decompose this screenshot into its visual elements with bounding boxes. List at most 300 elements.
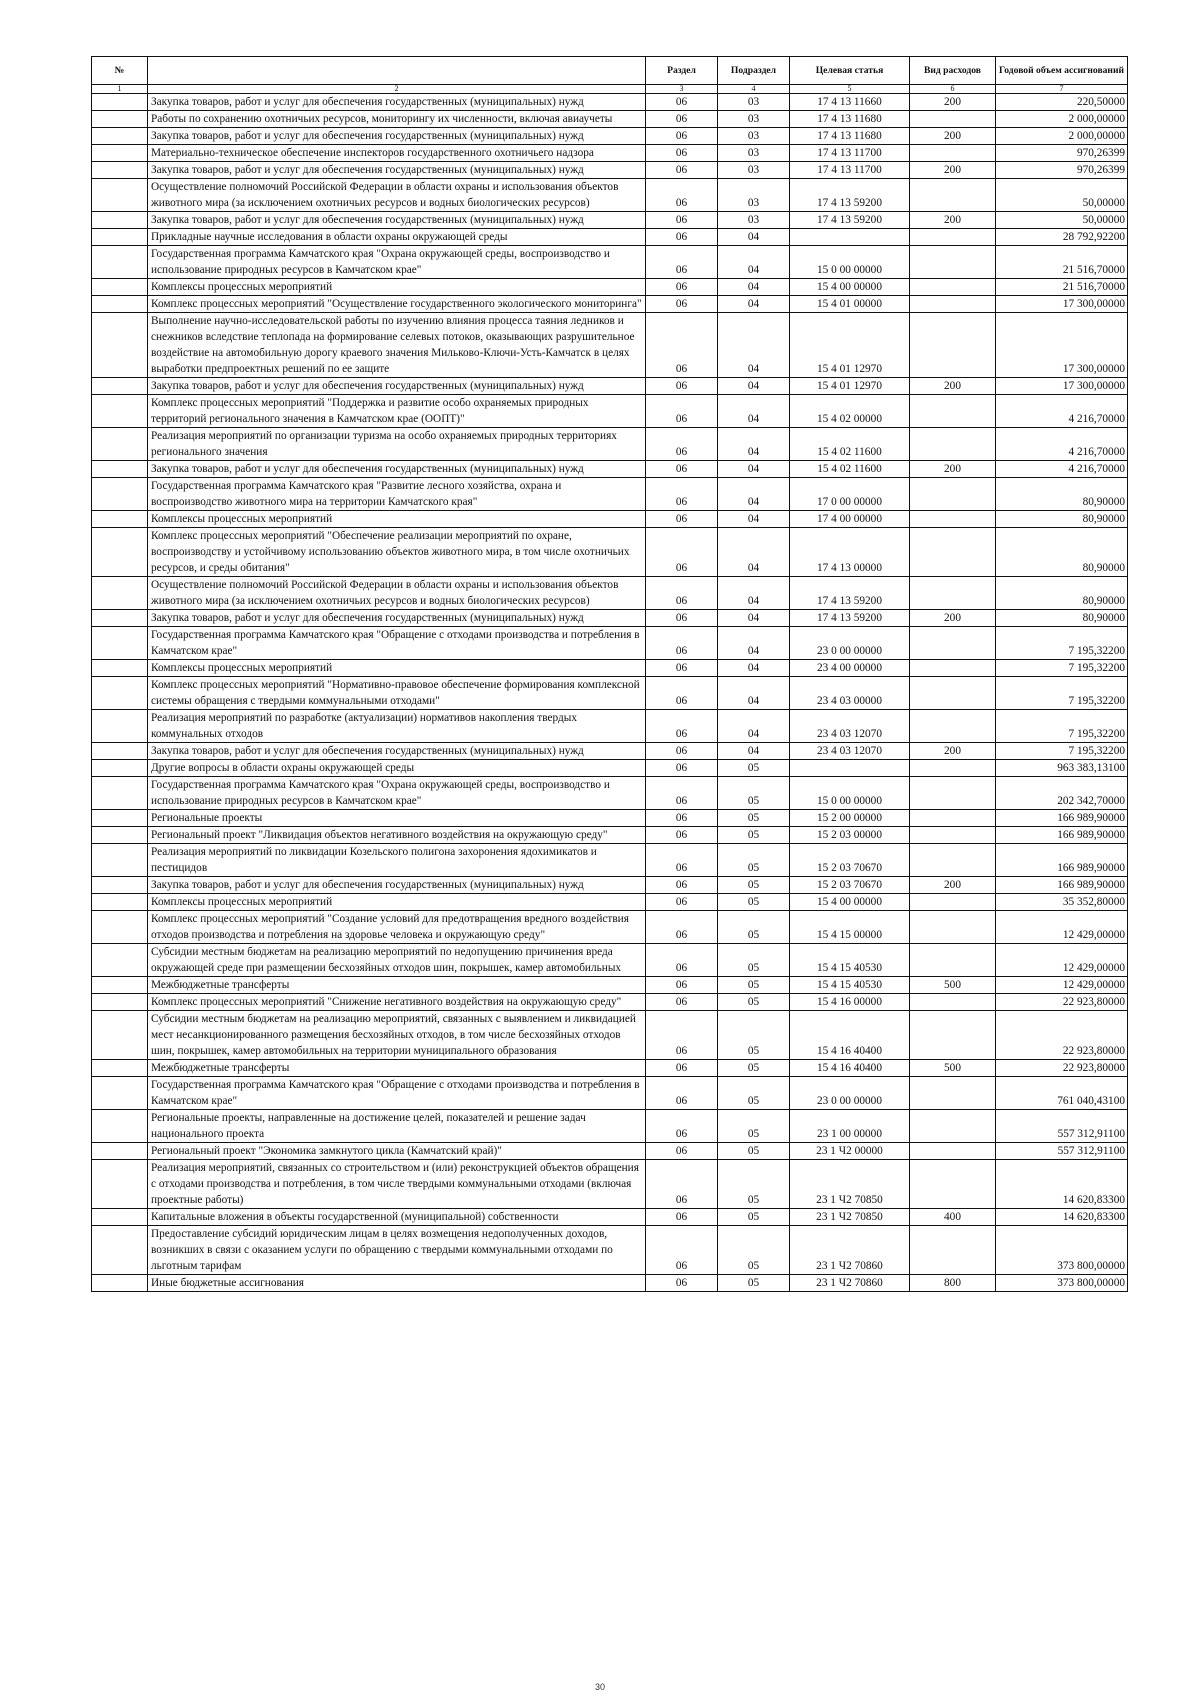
cell-podrazdel: 05 (718, 994, 790, 1011)
cell-razdel: 06 (646, 827, 718, 844)
cell-vid: 400 (910, 1209, 996, 1226)
cell-name: Реализация мероприятий по ликвидации Козельского полигона захоронения ядохимикатов и пестицидов (148, 844, 646, 877)
cell-name: Государственная программа Камчатского края "Развитие лесного хозяйства, охрана и воспроизводство животного мира на территории Камчатского края" (148, 478, 646, 511)
table-row (92, 313, 1128, 378)
cell-vid (910, 313, 996, 378)
cell-podrazdel: 05 (718, 760, 790, 777)
cell-target: 17 4 13 59200 (790, 610, 910, 627)
cell-razdel: 06 (646, 911, 718, 944)
table-row (92, 810, 1128, 827)
cell-razdel: 06 (646, 777, 718, 810)
cell-target: 23 1 00 00000 (790, 1110, 910, 1143)
table-row (92, 1110, 1128, 1143)
cell-name: Государственная программа Камчатского края "Охрана окружающей среды, воспроизводство и использование природных ресурсов в Камчатском крае" (148, 246, 646, 279)
cell-target: 17 4 13 59200 (790, 577, 910, 610)
table-row (92, 660, 1128, 677)
cell-num (92, 128, 148, 145)
cell-name: Закупка товаров, работ и услуг для обеспечения государственных (муниципальных) нужд (148, 162, 646, 179)
cell-razdel: 06 (646, 1160, 718, 1209)
cell-vid (910, 246, 996, 279)
cell-num (92, 313, 148, 378)
cell-num (92, 162, 148, 179)
cell-amount: 17 300,00000 (996, 378, 1128, 395)
cell-razdel: 06 (646, 212, 718, 229)
cell-amount: 963 383,13100 (996, 760, 1128, 777)
cell-num (92, 1160, 148, 1209)
cell-target: 15 4 15 40530 (790, 944, 910, 977)
cell-podrazdel: 04 (718, 528, 790, 577)
cell-podrazdel: 04 (718, 229, 790, 246)
cell-podrazdel: 04 (718, 710, 790, 743)
cell-amount: 7 195,32200 (996, 660, 1128, 677)
cell-amount: 80,90000 (996, 478, 1128, 511)
cell-name: Закупка товаров, работ и услуг для обеспечения государственных (муниципальных) нужд (148, 378, 646, 395)
cell-num (92, 1275, 148, 1292)
cell-podrazdel: 04 (718, 395, 790, 428)
table-row (92, 461, 1128, 478)
cell-target: 15 0 00 00000 (790, 777, 910, 810)
cell-razdel: 06 (646, 128, 718, 145)
cell-target: 17 4 13 11700 (790, 145, 910, 162)
cell-target: 15 4 01 12970 (790, 313, 910, 378)
cell-vid (910, 810, 996, 827)
cell-name: Комплекс процессных мероприятий "Осуществление государственного экологического мониторинга" (148, 296, 646, 313)
cell-num (92, 1209, 148, 1226)
column-index: 7 (996, 85, 1128, 94)
cell-target: 15 4 16 40400 (790, 1011, 910, 1060)
cell-razdel: 06 (646, 145, 718, 162)
table-row (92, 145, 1128, 162)
cell-podrazdel: 04 (718, 610, 790, 627)
table-row (92, 827, 1128, 844)
table-row (92, 877, 1128, 894)
cell-num (92, 1143, 148, 1160)
cell-target: 17 4 13 00000 (790, 528, 910, 577)
cell-podrazdel: 05 (718, 1160, 790, 1209)
cell-name: Другие вопросы в области охраны окружающей среды (148, 760, 646, 777)
cell-target: 15 4 00 00000 (790, 894, 910, 911)
table-row (92, 246, 1128, 279)
cell-amount: 4 216,70000 (996, 428, 1128, 461)
cell-podrazdel: 05 (718, 1209, 790, 1226)
cell-num (92, 94, 148, 111)
cell-razdel: 06 (646, 1143, 718, 1160)
header-vid: Вид расходов (910, 57, 996, 85)
cell-podrazdel: 05 (718, 810, 790, 827)
cell-num (92, 528, 148, 577)
cell-razdel: 06 (646, 528, 718, 577)
table-body (92, 94, 1128, 1292)
cell-num (92, 1226, 148, 1275)
table-row (92, 111, 1128, 128)
cell-name: Комплексы процессных мероприятий (148, 660, 646, 677)
cell-podrazdel: 05 (718, 1060, 790, 1077)
cell-num (92, 511, 148, 528)
table-row (92, 478, 1128, 511)
cell-num (92, 994, 148, 1011)
cell-vid (910, 1110, 996, 1143)
cell-vid (910, 179, 996, 212)
cell-name: Межбюджетные трансферты (148, 977, 646, 994)
cell-num (92, 911, 148, 944)
cell-name: Работы по сохранению охотничьих ресурсов, мониторингу их численности, включая авиаучеты (148, 111, 646, 128)
cell-podrazdel: 03 (718, 162, 790, 179)
cell-name: Закупка товаров, работ и услуг для обеспечения государственных (муниципальных) нужд (148, 94, 646, 111)
table-row (92, 944, 1128, 977)
cell-amount: 4 216,70000 (996, 461, 1128, 478)
cell-razdel: 06 (646, 279, 718, 296)
cell-vid (910, 229, 996, 246)
cell-target: 23 4 03 00000 (790, 677, 910, 710)
cell-name: Субсидии местным бюджетам на реализацию мероприятий по недопущению причинения вреда окружающей среде при размещении бесхозяйных отходов шин, покрышек, камер автомобильных (148, 944, 646, 977)
cell-podrazdel: 05 (718, 844, 790, 877)
cell-vid (910, 528, 996, 577)
cell-razdel: 06 (646, 844, 718, 877)
table-row (92, 627, 1128, 660)
table-row (92, 1143, 1128, 1160)
cell-amount: 220,50000 (996, 94, 1128, 111)
cell-razdel: 06 (646, 1209, 718, 1226)
cell-amount: 22 923,80000 (996, 1060, 1128, 1077)
cell-amount: 17 300,00000 (996, 313, 1128, 378)
cell-target: 15 4 02 11600 (790, 428, 910, 461)
cell-razdel: 06 (646, 660, 718, 677)
cell-num (92, 1077, 148, 1110)
cell-amount: 14 620,83300 (996, 1209, 1128, 1226)
cell-num (92, 894, 148, 911)
cell-vid (910, 994, 996, 1011)
column-index: 6 (910, 85, 996, 94)
cell-razdel: 06 (646, 944, 718, 977)
cell-podrazdel: 04 (718, 627, 790, 660)
cell-name: Выполнение научно-исследовательской работы по изучению влияния процесса таяния ледников и снежников вследствие теплопада на формирование селевых потоков, оказывающих разрушительное воздействие на автомобильную дорогу краевого значения Мильково-Ключи-Усть-Камчатск в целях выработки предпроектных решений по ее защите (148, 313, 646, 378)
cell-target: 15 4 00 00000 (790, 279, 910, 296)
cell-target: 17 4 13 11660 (790, 94, 910, 111)
cell-amount: 80,90000 (996, 511, 1128, 528)
cell-vid (910, 296, 996, 313)
cell-num (92, 212, 148, 229)
cell-name: Реализация мероприятий, связанных со строительством и (или) реконструкцией объектов обращения с отходами производства и потребления, в том числе твердыми коммунальными отходами (включая проектные работы) (148, 1160, 646, 1209)
cell-razdel: 06 (646, 162, 718, 179)
cell-razdel: 06 (646, 710, 718, 743)
cell-vid (910, 428, 996, 461)
cell-target: 23 4 00 00000 (790, 660, 910, 677)
cell-target: 17 4 13 59200 (790, 212, 910, 229)
cell-razdel: 06 (646, 627, 718, 660)
header-podrazdel: Подраздел (718, 57, 790, 85)
cell-podrazdel: 05 (718, 777, 790, 810)
cell-name: Региональные проекты, направленные на достижение целей, показателей и решение задач национального проекта (148, 1110, 646, 1143)
cell-target: 15 2 00 00000 (790, 810, 910, 827)
cell-vid (910, 1143, 996, 1160)
cell-name: Региональные проекты (148, 810, 646, 827)
cell-target: 15 4 01 12970 (790, 378, 910, 395)
cell-vid (910, 844, 996, 877)
cell-razdel: 06 (646, 760, 718, 777)
cell-name: Региональный проект "Ликвидация объектов негативного воздействия на окружающую среду" (148, 827, 646, 844)
header-num: № (92, 57, 148, 85)
cell-razdel: 06 (646, 677, 718, 710)
cell-target: 15 4 15 40530 (790, 977, 910, 994)
cell-vid (910, 478, 996, 511)
cell-podrazdel: 03 (718, 212, 790, 229)
cell-num (92, 710, 148, 743)
cell-num (92, 145, 148, 162)
table-header-row (92, 57, 1128, 85)
cell-vid (910, 279, 996, 296)
cell-name: Закупка товаров, работ и услуг для обеспечения государственных (муниципальных) нужд (148, 461, 646, 478)
cell-num (92, 279, 148, 296)
cell-name: Государственная программа Камчатского края "Обращение с отходами производства и потребления в Камчатском крае" (148, 627, 646, 660)
table-row (92, 577, 1128, 610)
cell-target: 23 1 Ч2 70860 (790, 1275, 910, 1292)
cell-razdel: 06 (646, 94, 718, 111)
cell-podrazdel: 04 (718, 279, 790, 296)
cell-num (92, 461, 148, 478)
cell-target: 23 4 03 12070 (790, 710, 910, 743)
cell-amount: 12 429,00000 (996, 977, 1128, 994)
cell-vid (910, 894, 996, 911)
cell-razdel: 06 (646, 1275, 718, 1292)
table-row (92, 128, 1128, 145)
table-row (92, 844, 1128, 877)
table-row (92, 162, 1128, 179)
cell-num (92, 660, 148, 677)
cell-amount: 202 342,70000 (996, 777, 1128, 810)
cell-razdel: 06 (646, 296, 718, 313)
cell-target: 15 2 03 70670 (790, 877, 910, 894)
column-index-row (92, 85, 1128, 94)
cell-podrazdel: 05 (718, 1011, 790, 1060)
cell-num (92, 1110, 148, 1143)
cell-razdel: 06 (646, 229, 718, 246)
cell-vid (910, 760, 996, 777)
cell-amount: 7 195,32200 (996, 710, 1128, 743)
cell-num (92, 827, 148, 844)
cell-vid (910, 944, 996, 977)
cell-vid: 200 (910, 162, 996, 179)
table-row (92, 777, 1128, 810)
cell-name: Закупка товаров, работ и услуг для обеспечения государственных (муниципальных) нужд (148, 877, 646, 894)
cell-razdel: 06 (646, 810, 718, 827)
cell-razdel: 06 (646, 313, 718, 378)
cell-amount: 12 429,00000 (996, 911, 1128, 944)
cell-vid: 500 (910, 977, 996, 994)
cell-amount: 22 923,80000 (996, 1011, 1128, 1060)
cell-razdel: 06 (646, 743, 718, 760)
column-index: 4 (718, 85, 790, 94)
cell-num (92, 478, 148, 511)
cell-podrazdel: 05 (718, 1077, 790, 1110)
table-row (92, 428, 1128, 461)
cell-razdel: 06 (646, 179, 718, 212)
cell-vid: 200 (910, 610, 996, 627)
table-row (92, 710, 1128, 743)
cell-amount: 557 312,91100 (996, 1110, 1128, 1143)
cell-vid (910, 1077, 996, 1110)
cell-vid (910, 677, 996, 710)
cell-target: 23 1 Ч2 70850 (790, 1160, 910, 1209)
cell-num (92, 810, 148, 827)
cell-amount: 35 352,80000 (996, 894, 1128, 911)
cell-podrazdel: 03 (718, 94, 790, 111)
cell-podrazdel: 04 (718, 428, 790, 461)
cell-name: Закупка товаров, работ и услуг для обеспечения государственных (муниципальных) нужд (148, 212, 646, 229)
cell-vid: 800 (910, 1275, 996, 1292)
cell-name: Комплекс процессных мероприятий "Создание условий для предотвращения вредного воздействия отходов производства и потребления на здоровье человека и окружающую среду" (148, 911, 646, 944)
cell-num (92, 677, 148, 710)
cell-vid (910, 395, 996, 428)
cell-razdel: 06 (646, 246, 718, 279)
table-row (92, 296, 1128, 313)
cell-target: 15 4 01 00000 (790, 296, 910, 313)
cell-vid: 200 (910, 212, 996, 229)
cell-target: 15 4 02 11600 (790, 461, 910, 478)
header-name (148, 57, 646, 85)
cell-amount: 50,00000 (996, 212, 1128, 229)
cell-num (92, 777, 148, 810)
cell-podrazdel: 03 (718, 128, 790, 145)
cell-amount: 50,00000 (996, 179, 1128, 212)
cell-amount: 21 516,70000 (996, 246, 1128, 279)
cell-amount: 17 300,00000 (996, 296, 1128, 313)
cell-name: Реализация мероприятий по разработке (актуализации) нормативов накопления твердых коммунальных отходов (148, 710, 646, 743)
table-row (92, 760, 1128, 777)
cell-num (92, 743, 148, 760)
cell-name: Осуществление полномочий Российской Федерации в области охраны и использования объектов животного мира (за исключением охотничьих ресурсов и водных биологических ресурсов) (148, 577, 646, 610)
cell-podrazdel: 04 (718, 313, 790, 378)
table-row (92, 1011, 1128, 1060)
cell-num (92, 877, 148, 894)
cell-name: Комплекс процессных мероприятий "Снижение негативного воздействия на окружающую среду" (148, 994, 646, 1011)
cell-num (92, 1060, 148, 1077)
cell-target: 15 2 03 70670 (790, 844, 910, 877)
cell-name: Реализация мероприятий по организации туризма на особо охраняемых природных территориях регионального значения (148, 428, 646, 461)
cell-razdel: 06 (646, 111, 718, 128)
cell-podrazdel: 04 (718, 296, 790, 313)
budget-table (91, 56, 1128, 1292)
cell-amount: 373 800,00000 (996, 1275, 1128, 1292)
cell-razdel: 06 (646, 877, 718, 894)
cell-podrazdel: 05 (718, 911, 790, 944)
cell-podrazdel: 03 (718, 145, 790, 162)
cell-name: Субсидии местным бюджетам на реализацию мероприятий, связанных с выявлением и ликвидацией мест несанкционированного размещения бесхозяйных отходов, в том числе бесхозяйных отходов шин, покрышек, камер автомобильных на территории муниципального образования (148, 1011, 646, 1060)
cell-num (92, 296, 148, 313)
cell-razdel: 06 (646, 1077, 718, 1110)
cell-vid: 200 (910, 128, 996, 145)
cell-name: Прикладные научные исследования в области охраны окружающей среды (148, 229, 646, 246)
cell-target: 23 4 03 12070 (790, 743, 910, 760)
cell-vid: 200 (910, 877, 996, 894)
cell-podrazdel: 05 (718, 1226, 790, 1275)
cell-num (92, 378, 148, 395)
cell-num (92, 627, 148, 660)
cell-num (92, 977, 148, 994)
cell-podrazdel: 04 (718, 461, 790, 478)
table-row (92, 1160, 1128, 1209)
cell-amount: 557 312,91100 (996, 1143, 1128, 1160)
cell-razdel: 06 (646, 1110, 718, 1143)
cell-amount: 166 989,90000 (996, 844, 1128, 877)
cell-razdel: 06 (646, 894, 718, 911)
cell-vid (910, 1226, 996, 1275)
cell-name: Капитальные вложения в объекты государственной (муниципальной) собственности (148, 1209, 646, 1226)
table-row (92, 743, 1128, 760)
cell-amount: 970,26399 (996, 145, 1128, 162)
cell-razdel: 06 (646, 428, 718, 461)
cell-vid (910, 145, 996, 162)
cell-vid: 200 (910, 743, 996, 760)
cell-podrazdel: 04 (718, 478, 790, 511)
cell-name: Предоставление субсидий юридическим лицам в целях возмещения недополученных доходов, возникших в связи с оказанием услуги по обращению с твердыми коммунальными отходами по льготным тарифам (148, 1226, 646, 1275)
table-row (92, 94, 1128, 111)
cell-amount: 166 989,90000 (996, 827, 1128, 844)
cell-vid: 200 (910, 461, 996, 478)
cell-vid: 200 (910, 378, 996, 395)
cell-num (92, 179, 148, 212)
cell-amount: 7 195,32200 (996, 627, 1128, 660)
table-row (92, 1077, 1128, 1110)
cell-num (92, 428, 148, 461)
cell-name: Государственная программа Камчатского края "Обращение с отходами производства и потребления в Камчатском крае" (148, 1077, 646, 1110)
table-row (92, 528, 1128, 577)
cell-podrazdel: 05 (718, 827, 790, 844)
cell-amount: 80,90000 (996, 528, 1128, 577)
cell-podrazdel: 05 (718, 977, 790, 994)
cell-amount: 14 620,83300 (996, 1160, 1128, 1209)
cell-vid (910, 111, 996, 128)
table-row (92, 279, 1128, 296)
cell-amount: 761 040,43100 (996, 1077, 1128, 1110)
table-row (92, 179, 1128, 212)
column-index: 1 (92, 85, 148, 94)
cell-vid (910, 710, 996, 743)
table-row (92, 994, 1128, 1011)
table-row (92, 511, 1128, 528)
cell-razdel: 06 (646, 511, 718, 528)
cell-razdel: 06 (646, 1060, 718, 1077)
cell-amount: 12 429,00000 (996, 944, 1128, 977)
table-row (92, 610, 1128, 627)
cell-podrazdel: 04 (718, 660, 790, 677)
cell-name: Закупка товаров, работ и услуг для обеспечения государственных (муниципальных) нужд (148, 610, 646, 627)
cell-razdel: 06 (646, 395, 718, 428)
table-row (92, 977, 1128, 994)
cell-num (92, 395, 148, 428)
header-target: Целевая статья (790, 57, 910, 85)
cell-target: 15 2 03 00000 (790, 827, 910, 844)
cell-num (92, 760, 148, 777)
table-row (92, 1060, 1128, 1077)
cell-name: Комплексы процессных мероприятий (148, 279, 646, 296)
cell-vid (910, 627, 996, 660)
cell-razdel: 06 (646, 378, 718, 395)
budget-table-sheet (91, 56, 1127, 1292)
cell-target: 15 0 00 00000 (790, 246, 910, 279)
table-row (92, 1275, 1128, 1292)
column-index: 2 (148, 85, 646, 94)
cell-razdel: 06 (646, 977, 718, 994)
header-amount: Годовой объем ассигнований (996, 57, 1128, 85)
cell-target: 15 4 16 40400 (790, 1060, 910, 1077)
cell-num (92, 577, 148, 610)
cell-podrazdel: 05 (718, 894, 790, 911)
table-row (92, 378, 1128, 395)
cell-podrazdel: 03 (718, 179, 790, 212)
cell-amount: 166 989,90000 (996, 810, 1128, 827)
cell-name: Иные бюджетные ассигнования (148, 1275, 646, 1292)
cell-vid (910, 660, 996, 677)
